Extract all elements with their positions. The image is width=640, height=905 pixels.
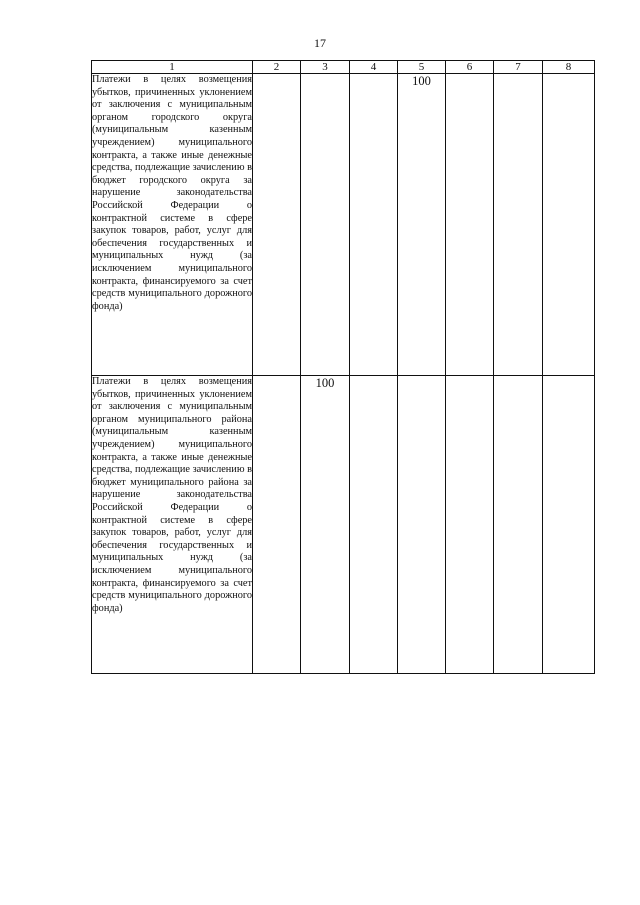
page-number: 17: [314, 36, 326, 50]
row-description: Платежи в целях возмещения убытков, причиненных уклонением от заключения с муниципальным органом муниципального района (муниципальным казенным учреждением) муниципального контракта, а также иные денежные средства, подлежащие зачислению в бюджет муниципального района за нарушение законодательства Российской Федерации о контрактной системе в сфере закупок товаров, работ, услуг для обеспечения государственных и муниципальных нужд (за исключением муниципального контракта, финансируемого за счет средств муниципального дорожного фонда): [92, 376, 253, 674]
cell-col-4: [350, 74, 398, 376]
table-row: [92, 74, 595, 376]
cell-col-7: [494, 74, 543, 376]
column-header-7: 7: [494, 61, 543, 74]
column-header-4: 4: [350, 61, 398, 74]
column-header-6: 6: [446, 61, 494, 74]
cell-col-2: [253, 376, 301, 674]
column-header-3: 3: [301, 61, 350, 74]
cell-col-2: [253, 74, 301, 376]
budget-table: [91, 60, 595, 674]
cell-col-8: [543, 376, 595, 674]
cell-col-8: [543, 74, 595, 376]
cell-col-6: [446, 376, 494, 674]
cell-col-3: [301, 74, 350, 376]
cell-col-4: [350, 376, 398, 674]
column-header-2: 2: [253, 61, 301, 74]
row-description: Платежи в целях возмещения убытков, причиненных уклонением от заключения с муниципальным органом городского округа (муниципальным казенным учреждением) муниципального контракта, а также иные денежные средства, подлежащие зачислению в бюджет городского округа за нарушение законодательства Российской Федерации о контрактной системе в сфере закупок товаров, работ, услуг для обеспечения государственных и муниципальных нужд (за исключением муниципального контракта, финансируемого за счет средств муниципального дорожного фонда): [92, 74, 253, 376]
column-header-1: 1: [92, 61, 253, 74]
column-header-5: 5: [398, 61, 446, 74]
table-row: [92, 376, 595, 674]
cell-col-6: [446, 74, 494, 376]
cell-col-3: 100: [301, 376, 350, 674]
cell-col-5: [398, 376, 446, 674]
cell-col-7: [494, 376, 543, 674]
header-row: [92, 61, 595, 74]
column-header-8: 8: [543, 61, 595, 74]
cell-col-5: 100: [398, 74, 446, 376]
